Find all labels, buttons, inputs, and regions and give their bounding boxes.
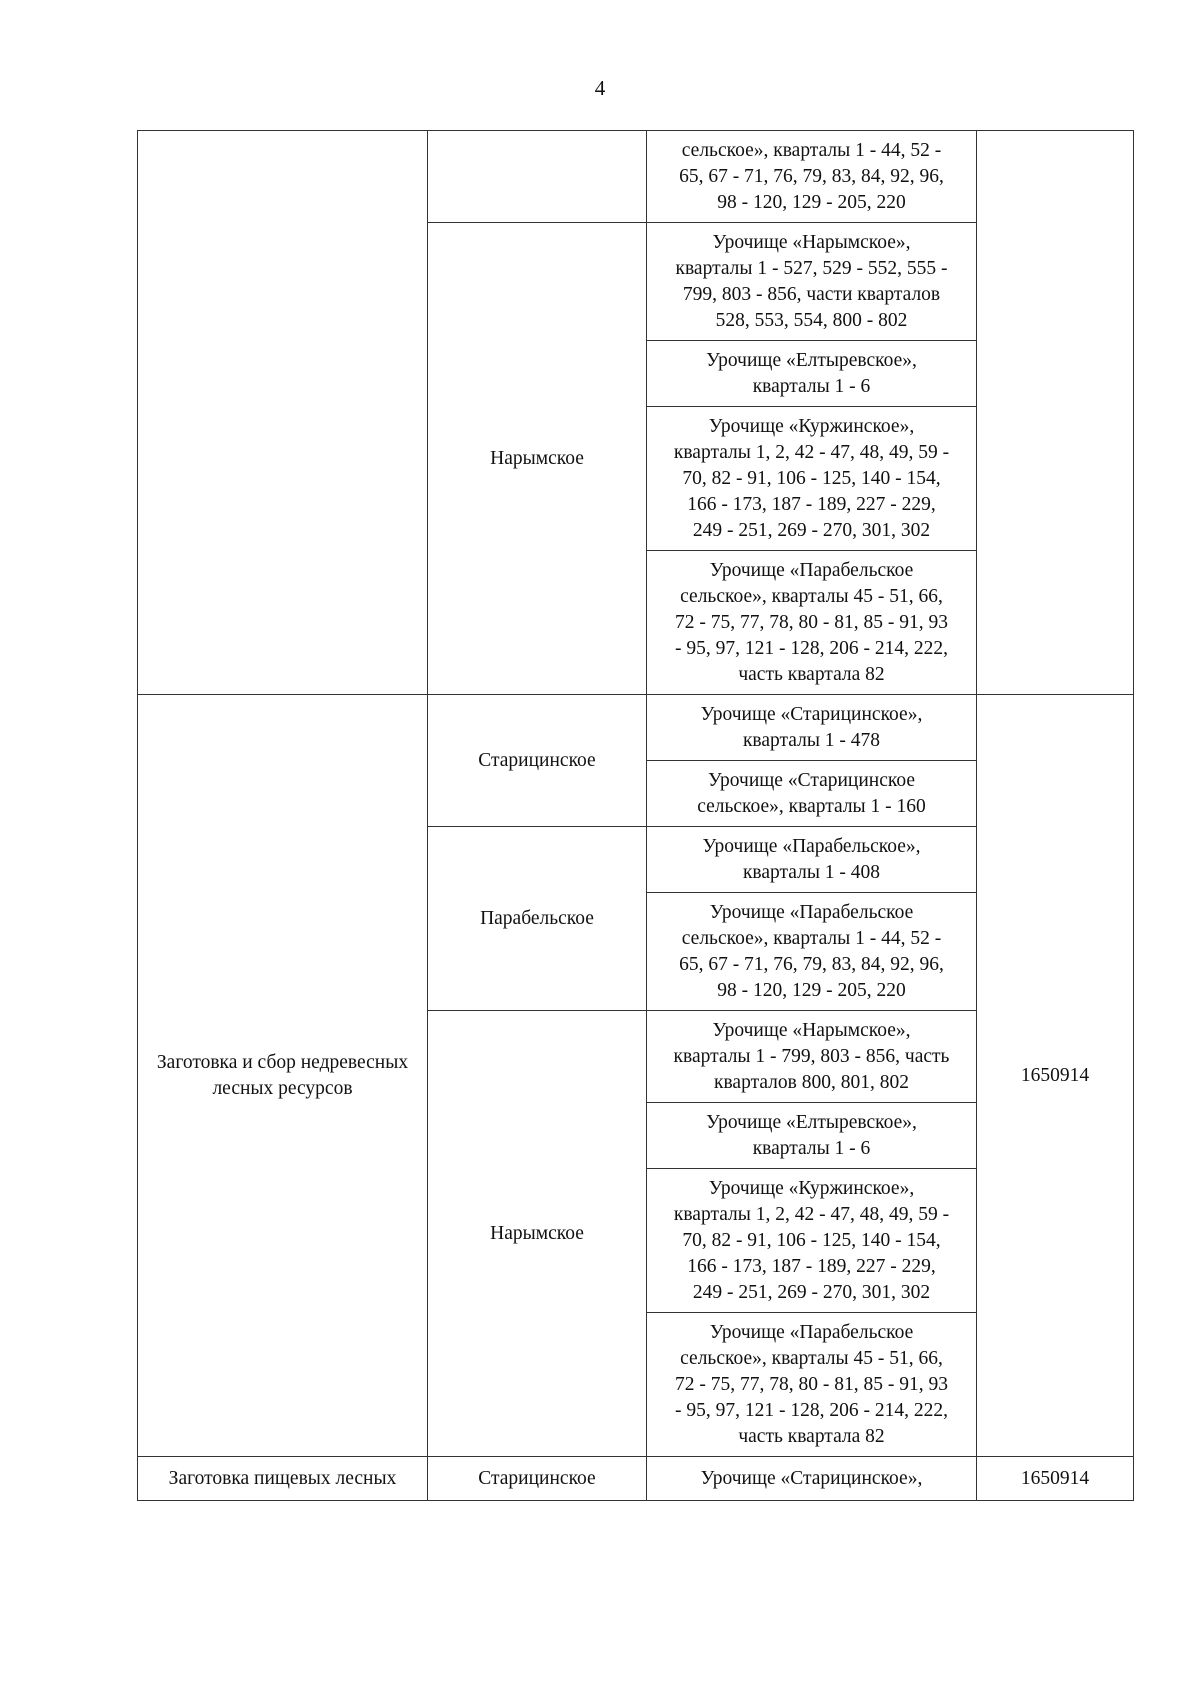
location-line: 249 - 251, 269 - 270, 301, 302 <box>692 1281 931 1303</box>
location-cell <box>647 131 977 223</box>
location-line: 70, 82 - 91, 106 - 125, 140 - 154, <box>682 467 941 489</box>
location-line: Урочище «Старицинское», <box>700 1467 923 1489</box>
forestry-cell: Парабельское <box>428 827 647 1011</box>
location-line: 65, 67 - 71, 76, 79, 83, 84, 92, 96, <box>679 953 944 975</box>
location-line: кварталы 1 - 6 <box>752 375 871 397</box>
forestry-cell: Нарымское <box>428 223 647 695</box>
table-row <box>138 1457 1134 1501</box>
location-line: - 95, 97, 121 - 128, 206 - 214, 222, <box>675 637 948 659</box>
location-line: сельское», кварталы 1 - 44, 52 - <box>681 139 942 161</box>
location-line: Урочище «Елтыревское», <box>706 349 917 371</box>
location-cell <box>647 1169 977 1313</box>
location-line: кварталы 1 - 799, 803 - 856, часть <box>673 1045 950 1067</box>
location-line: - 95, 97, 121 - 128, 206 - 214, 222, <box>675 1399 948 1421</box>
quarter-code-cell <box>977 131 1134 695</box>
forestry-cell: Старицинское <box>428 1457 647 1501</box>
location-line: 65, 67 - 71, 76, 79, 83, 84, 92, 96, <box>679 165 944 187</box>
location-cell <box>647 1011 977 1103</box>
location-line: 166 - 173, 187 - 189, 227 - 229, <box>687 493 936 515</box>
location-line: кварталы 1, 2, 42 - 47, 48, 49, 59 - <box>673 441 950 463</box>
location-line: Урочище «Старицинское <box>707 769 916 791</box>
location-line: 166 - 173, 187 - 189, 227 - 229, <box>687 1255 936 1277</box>
location-line: 799, 803 - 856, части кварталов <box>682 283 941 305</box>
location-cell <box>647 341 977 407</box>
location-line: 98 - 120, 129 - 205, 220 <box>717 979 906 1001</box>
location-cell <box>647 1313 977 1457</box>
forest-use-table <box>137 130 1134 1501</box>
table-row <box>138 131 1134 223</box>
location-line: сельское», кварталы 1 - 160 <box>697 795 926 817</box>
forestry-cell: Старицинское <box>428 695 647 827</box>
location-line: 70, 82 - 91, 106 - 125, 140 - 154, <box>682 1229 941 1251</box>
location-line: 72 - 75, 77, 78, 80 - 81, 85 - 91, 93 <box>675 1373 948 1395</box>
location-cell <box>647 1103 977 1169</box>
location-line: кварталы 1, 2, 42 - 47, 48, 49, 59 - <box>673 1203 950 1225</box>
location-line: 72 - 75, 77, 78, 80 - 81, 85 - 91, 93 <box>675 611 948 633</box>
location-line: сельское», кварталы 1 - 44, 52 - <box>681 927 942 949</box>
forestry-cell <box>428 131 647 223</box>
location-line: Урочище «Нарымское», <box>712 1019 911 1041</box>
location-line: Урочище «Нарымское», <box>712 231 911 253</box>
location-line: кварталов 800, 801, 802 <box>714 1071 909 1093</box>
location-line: часть квартала 82 <box>738 1425 885 1447</box>
table-row <box>138 695 1134 761</box>
location-line: Урочище «Парабельское <box>709 901 914 923</box>
quarter-code-cell: 1650914 <box>977 695 1134 1457</box>
location-cell <box>647 893 977 1011</box>
location-line: Урочище «Куржинское», <box>708 415 915 437</box>
location-line: кварталы 1 - 408 <box>742 861 881 883</box>
location-line: Урочище «Парабельское», <box>702 835 921 857</box>
location-cell <box>647 551 977 695</box>
location-cell <box>647 1457 977 1501</box>
location-cell <box>647 827 977 893</box>
forestry-cell: Нарымское <box>428 1011 647 1457</box>
location-line: Урочище «Старицинское», <box>700 703 923 725</box>
location-line: кварталы 1 - 6 <box>752 1137 871 1159</box>
location-cell <box>647 695 977 761</box>
location-line: сельское», кварталы 45 - 51, 66, <box>680 1347 943 1369</box>
quarter-code-cell: 1650914 <box>977 1457 1134 1501</box>
location-line: кварталы 1 - 527, 529 - 552, 555 - <box>675 257 948 279</box>
activity-cell: Заготовка пищевых лесных <box>138 1457 428 1501</box>
location-line: 249 - 251, 269 - 270, 301, 302 <box>692 519 931 541</box>
location-line: Урочище «Парабельское <box>709 1321 914 1343</box>
activity-cell: Заготовка и сбор недревесных лесных ресурсов <box>138 695 428 1457</box>
location-line: часть квартала 82 <box>738 663 885 685</box>
location-cell <box>647 761 977 827</box>
location-cell <box>647 407 977 551</box>
activity-cell <box>138 131 428 695</box>
location-line: Урочище «Елтыревское», <box>706 1111 917 1133</box>
location-line: кварталы 1 - 478 <box>742 729 881 751</box>
location-line: Урочище «Куржинское», <box>708 1177 915 1199</box>
page-number: 4 <box>594 76 606 100</box>
location-line: сельское», кварталы 45 - 51, 66, <box>680 585 943 607</box>
location-line: Урочище «Парабельское <box>709 559 914 581</box>
location-line: 98 - 120, 129 - 205, 220 <box>717 191 906 213</box>
location-line: 528, 553, 554, 800 - 802 <box>715 309 908 331</box>
location-cell <box>647 223 977 341</box>
